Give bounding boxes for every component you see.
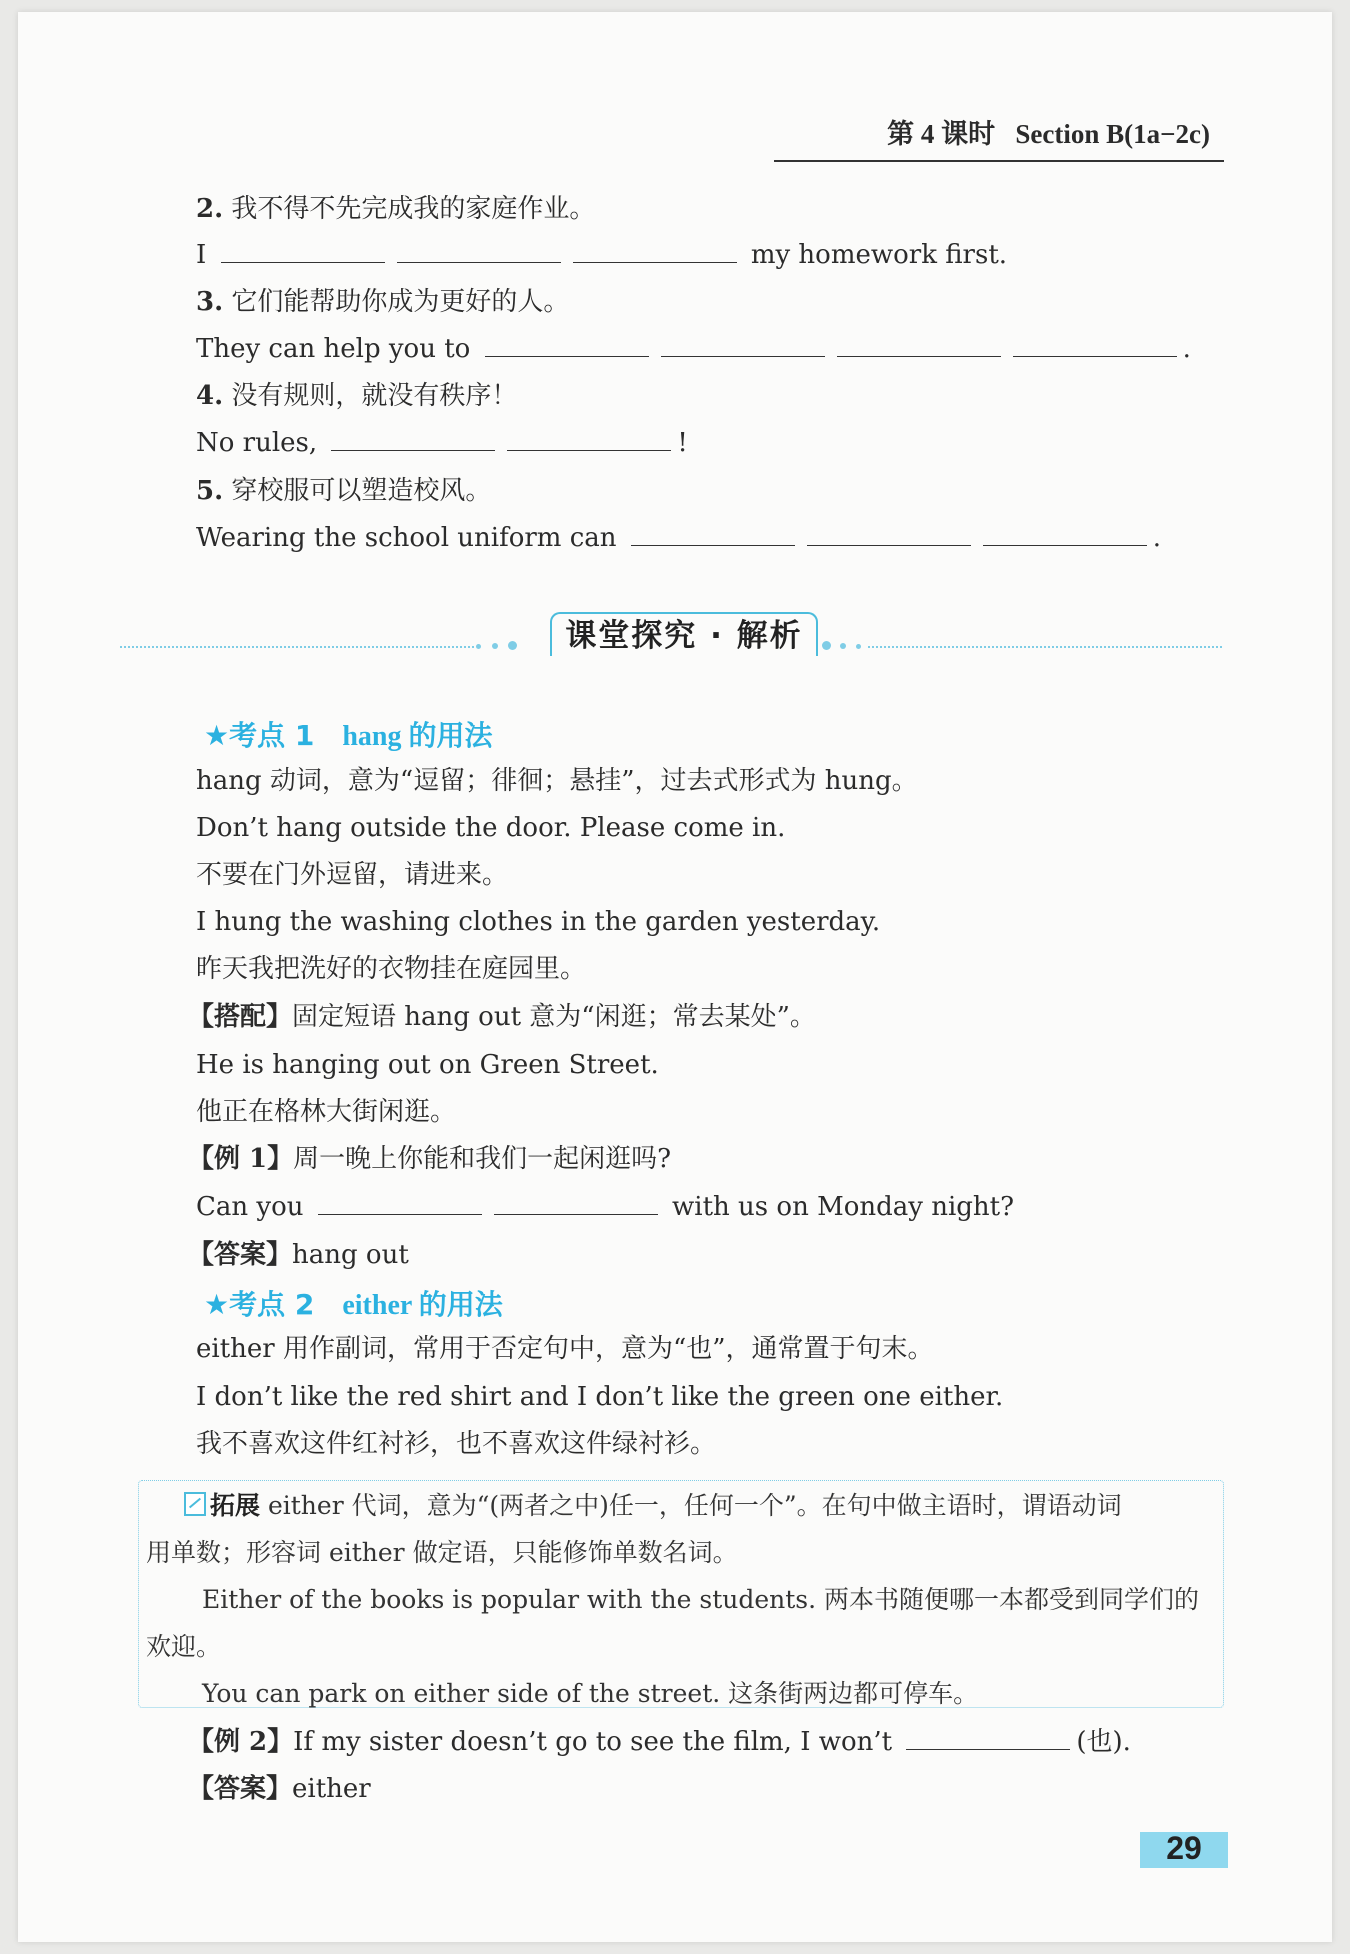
example-1-answer-line: Can you with us on Monday night? [196, 1192, 1015, 1222]
point-1-example-en: I hung the washing clothes in the garden yesterday. [196, 907, 881, 937]
answer-blank[interactable] [1013, 334, 1177, 357]
extension-line: 欢迎。 [146, 1632, 222, 1661]
answer-blank[interactable] [906, 1727, 1070, 1750]
collocation-example-zh: 他正在格林大街闲逛。 [196, 1097, 457, 1127]
answer-blank[interactable] [661, 334, 825, 357]
point-1-definition: hang 动词，意为“逗留；徘徊；悬挂”，过去式形式为 hung。 [196, 766, 918, 796]
answer-blank[interactable] [331, 428, 495, 451]
extension-line: You can park on either side of the street. 这条街两边都可停车。 [202, 1679, 979, 1708]
exercise-4-answer: No rules, ! [196, 428, 688, 458]
answer-blank[interactable] [397, 240, 561, 263]
exercise-3-prompt: 3. 它们能帮助你成为更好的人。 [196, 287, 570, 317]
collocation-example-en: He is hanging out on Green Street. [196, 1050, 659, 1080]
point-2-heading: ★考点 2 either 的用法 [204, 1288, 503, 1321]
section-label: Section B(1a−2c) [1015, 119, 1210, 149]
example-2-answer: 【答案】either [188, 1774, 371, 1804]
answer-blank[interactable] [221, 240, 385, 263]
answer-blank[interactable] [807, 523, 971, 546]
example-1-question: 【例 1】周一晚上你能和我们一起闲逛吗? [188, 1144, 672, 1174]
banner-dots-right [820, 640, 866, 652]
answer-blank[interactable] [318, 1192, 482, 1215]
answer-blank[interactable] [573, 240, 737, 263]
exercise-5-answer: Wearing the school uniform can . [196, 523, 1162, 553]
extension-line: 拓展 either 代词，意为“(两者之中)任一，任何一个”。在句中做主语时，谓语动词 [184, 1486, 1122, 1522]
answer-blank[interactable] [485, 334, 649, 357]
page-header [774, 108, 1224, 162]
extension-line: 用单数；形容词 either 做定语，只能修饰单数名词。 [146, 1538, 738, 1567]
extend-icon [184, 1492, 206, 1516]
banner-rule-right [868, 646, 1222, 648]
answer-blank[interactable] [837, 334, 1001, 357]
example-2-question: 【例 2】If my sister doesn’t go to see the film, I won’t (也). [188, 1727, 1131, 1757]
answer-blank[interactable] [507, 428, 671, 451]
point-1-example-zh: 昨天我把洗好的衣物挂在庭园里。 [196, 954, 587, 984]
exercise-5-prompt: 5. 穿校服可以塑造校风。 [196, 476, 492, 506]
point-2-example-zh: 我不喜欢这件红衬衫，也不喜欢这件绿衬衫。 [196, 1429, 717, 1459]
collocation-note: 【搭配】固定短语 hang out 意为“闲逛；常去某处”。 [188, 1002, 816, 1032]
answer-blank[interactable] [631, 523, 795, 546]
banner-rule-left [120, 646, 474, 648]
extension-line: Either of the books is popular with the students. 两本书随便哪一本都受到同学们的 [202, 1585, 1200, 1614]
banner-dots-left [476, 640, 522, 652]
lesson-label: 第 4 课时 [887, 119, 996, 149]
answer-blank[interactable] [494, 1192, 658, 1215]
exercise-4-prompt: 4. 没有规则，就没有秩序！ [196, 381, 518, 411]
point-2-example-en: I don’t like the red shirt and I don’t like the green one either. [196, 1382, 1004, 1412]
example-1-answer: 【答案】hang out [188, 1240, 409, 1270]
textbook-page [18, 12, 1332, 1942]
point-1-heading: ★考点 1 hang 的用法 [204, 719, 493, 752]
exercise-2-answer: I my homework first. [196, 240, 1008, 270]
exercise-2-prompt: 2. 我不得不先完成我的家庭作业。 [196, 194, 596, 224]
point-2-definition: either 用作副词，常用于否定句中，意为“也”，通常置于句末。 [196, 1334, 934, 1364]
point-1-example-zh: 不要在门外逗留，请进来。 [196, 860, 509, 890]
section-banner: 课堂探究 · 解析 [550, 612, 818, 656]
page-number: 29 [1140, 1832, 1228, 1868]
answer-blank[interactable] [983, 523, 1147, 546]
exercise-3-answer: They can help you to . [196, 334, 1191, 364]
point-1-example-en: Don’t hang outside the door. Please come in. [196, 813, 786, 843]
